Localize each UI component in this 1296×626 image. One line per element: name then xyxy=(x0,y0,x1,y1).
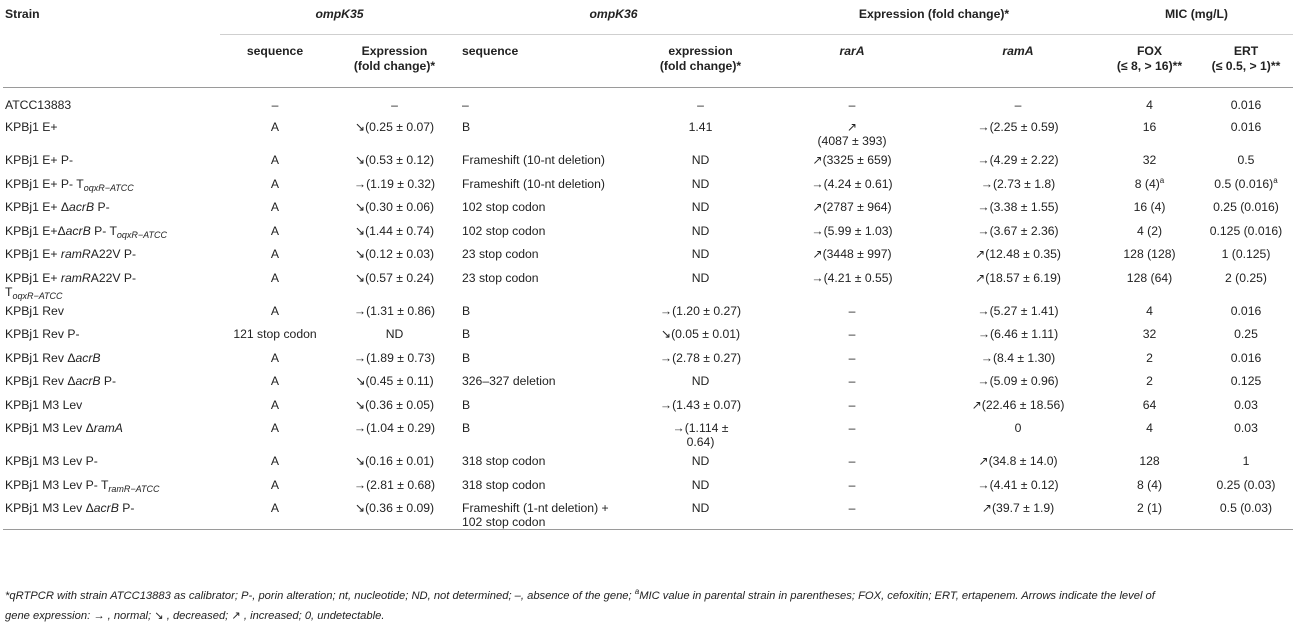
cell-fox: 2 xyxy=(1146,374,1153,388)
cell-ompk36-expression: ND xyxy=(691,176,710,191)
cell-ert: 0.25 xyxy=(1234,327,1258,341)
table-row xyxy=(3,219,1293,243)
cell-rama: ↗(22.46 ± 18.56) xyxy=(971,397,1065,412)
cell-ert: 0.25 (0.016) xyxy=(1213,200,1279,214)
cell-ert: 0.125 (0.016) xyxy=(1209,223,1283,238)
cell-ompk36-sequence: B xyxy=(462,120,471,134)
cell-ompk35-expression: ↘(0.12 ± 0.03) xyxy=(354,247,435,261)
cell-ert: 0.016 xyxy=(1230,350,1262,365)
cell-ompk36-expression: ↘(0.05 ± 0.01) xyxy=(660,327,741,341)
results-table xyxy=(3,0,1293,530)
table-row xyxy=(3,496,1293,530)
cell-ompk35-expression: ↘(0.25 ± 0.07) xyxy=(354,120,435,134)
cell-ompk36-sequence: B xyxy=(462,421,471,435)
cell-ompk36-expression: ND xyxy=(691,223,710,238)
cell-ompk35-sequence: A xyxy=(270,120,280,134)
cell-strain: KPBj1 E+ xyxy=(5,120,58,134)
cell-rama: →(6.46 ± 1.11) xyxy=(977,327,1059,341)
cell-ompk35-expression: ↘(0.36 ± 0.05) xyxy=(354,397,435,412)
cell-ompk35-sequence: A xyxy=(270,477,280,492)
cell-strain: KPBj1 E+ ramRA22V P- $T_{oqxR-ATCC}$ xyxy=(5,270,137,301)
cell-strain: KPBj1 M3 Lev ΔacrB P- xyxy=(3,496,220,530)
cell-rara: – xyxy=(848,454,856,468)
cell-rama: →(5.09 ± 0.96) xyxy=(977,374,1059,388)
cell-ompk36-expression: ND xyxy=(691,247,710,261)
header-fox: FOX (≤ 8, > 16)** xyxy=(1100,34,1199,87)
cell-rara: – xyxy=(848,303,856,318)
cell-rara: ↗ (4087 ± 393) xyxy=(817,120,887,148)
cell-strain: KPBj1 M3 Lev xyxy=(5,397,83,412)
cell-ompk35-expression: →(1.19 ± 0.32) xyxy=(353,176,436,191)
cell-fox: 4 xyxy=(1146,97,1153,112)
cell-ompk36-expression: 1.41 xyxy=(688,120,713,134)
cell-ompk36-expression: →(1.20 ± 0.27) xyxy=(659,303,742,318)
header-strain: Strain xyxy=(3,0,220,87)
cell-ompk35-sequence: A xyxy=(270,247,280,261)
cell-ompk36-sequence: 318 stop codon xyxy=(462,454,546,468)
cell-fox: 32 xyxy=(1142,327,1157,341)
table-row xyxy=(3,87,1293,115)
cell-fox: 2 xyxy=(1146,350,1153,365)
cell-ompk36-sequence: B xyxy=(462,350,471,365)
cell-rama: →(3.38 ± 1.55) xyxy=(977,200,1059,214)
cell-ert: 0.125 xyxy=(1230,374,1262,388)
cell-strain: KPBj1 Rev P- xyxy=(5,327,80,341)
cell-ompk36-sequence: 23 stop codon xyxy=(462,247,539,261)
cell-ompk36-sequence: 318 stop codon xyxy=(462,477,546,492)
cell-ompk36-expression: ND xyxy=(691,454,710,468)
cell-rama: ↗(18.57 ± 6.19) xyxy=(974,270,1061,285)
cell-rara: – xyxy=(848,477,856,492)
table-row xyxy=(3,299,1293,323)
cell-ert: 0.25 (0.03) xyxy=(1216,477,1276,492)
cell-ompk35-sequence: A xyxy=(270,270,280,285)
cell-rara: – xyxy=(848,421,856,435)
cell-ert: 0.016 xyxy=(1230,97,1262,112)
table-row xyxy=(3,115,1293,148)
cell-ompk35-sequence: A xyxy=(270,176,280,191)
table-body xyxy=(3,87,1293,530)
cell-ompk35-expression: ↘(0.16 ± 0.01) xyxy=(354,454,435,468)
table-row xyxy=(3,449,1293,473)
cell-ompk35-expression: →(1.04 ± 0.29) xyxy=(353,421,436,435)
cell-ert: 0.016 xyxy=(1230,303,1262,318)
cell-ert: 0.5 $(0.016)^a$ xyxy=(1214,175,1278,191)
table-row xyxy=(3,266,1293,299)
cell-ompk35-expression: ↘(0.36 ± 0.09) xyxy=(330,496,459,530)
cell-ompk35-sequence: A xyxy=(270,153,280,167)
cell-fox: 4 (2) xyxy=(1136,223,1163,238)
cell-rama: ↗(12.48 ± 0.35) xyxy=(974,247,1061,261)
cell-rama: ↗(39.7 ± 1.9) xyxy=(936,496,1100,530)
cell-rama: →(8.4 ± 1.30) xyxy=(980,350,1056,365)
cell-ert: 1 xyxy=(1242,454,1250,468)
cell-ompk36-expression: →(1.114 ± 0.64) xyxy=(672,421,729,449)
cell-rara: – xyxy=(848,374,856,388)
cell-ompk36-sequence: 102 stop codon xyxy=(462,200,546,214)
cell-ompk36-sequence: B xyxy=(462,327,471,341)
cell-rara: – xyxy=(848,397,856,412)
cell-rara: ↗(2787 ± 964) xyxy=(812,200,892,214)
cell-ompk36-sequence: 326–327 deletion xyxy=(462,374,556,388)
cell-rama: →(3.67 ± 2.36) xyxy=(977,223,1059,238)
cell-strain: KPBj1 Rev ΔacrB xyxy=(5,350,101,365)
cell-rara: →(4.24 ± 0.61) xyxy=(811,176,893,191)
header-ert: ERT (≤ 0.5, > 1)** xyxy=(1199,34,1293,87)
cell-fox: 16 (4) xyxy=(1133,200,1166,214)
cell-fox: 128 xyxy=(1139,454,1160,468)
cell-strain: ATCC13883 xyxy=(5,97,72,112)
cell-rama: →(2.25 ± 0.59) xyxy=(977,120,1059,134)
cell-ompk35-expression: ↘(0.57 ± 0.24) xyxy=(354,270,435,285)
cell-fox: 32 xyxy=(1142,153,1157,167)
cell-fox: 4 xyxy=(1146,421,1153,435)
cell-fox: 2 (1) xyxy=(1100,496,1199,530)
cell-fox: 8 $(4)^a$ xyxy=(1134,175,1165,191)
cell-rara: – xyxy=(768,496,936,530)
footnote: *qRTPCR with strain ATCC13883 as calibrator; P-, porin alteration; nt, nucleotide; ND, not determined; –, absence of the gene; $^a$MIC value in parental strain in parentheses; FOX, cefoxitin; ERT, ertapenem. Arrows indicate the level of gene expression: → , normal; ↘ , decreased; ↗ , increased; 0, undetectable. xyxy=(5,587,1155,622)
cell-rara: ↗(3448 ± 997) xyxy=(812,247,892,261)
cell-ompk35-sequence: A xyxy=(270,223,280,238)
cell-rama: →(4.29 ± 2.22) xyxy=(977,153,1059,167)
cell-ompk36-sequence: B xyxy=(462,397,471,412)
cell-rama: →(2.73 ± 1.8) xyxy=(980,176,1056,191)
cell-ompk36-sequence: – xyxy=(462,97,469,112)
cell-rama: →(5.27 ± 1.41) xyxy=(977,303,1059,318)
cell-fox: 128 (128) xyxy=(1123,247,1176,261)
cell-ompk35-expression: ↘(0.45 ± 0.11) xyxy=(355,374,434,388)
cell-rara: – xyxy=(848,350,856,365)
table-row xyxy=(3,172,1293,196)
header-ompk36-expression: expression (fold change)* xyxy=(633,34,768,87)
cell-ompk35-sequence: A xyxy=(270,421,280,435)
cell-ompk35-sequence: A xyxy=(270,200,280,214)
table-row xyxy=(3,416,1293,449)
cell-ompk36-sequence: Frameshift (10-nt deletion) xyxy=(462,153,605,167)
cell-ompk36-expression: →(2.78 ± 0.27) xyxy=(659,350,742,365)
cell-ompk36-expression: ND xyxy=(691,153,710,167)
cell-ompk36-sequence: 23 stop codon xyxy=(462,270,539,285)
cell-ompk35-expression: →(1.89 ± 0.73) xyxy=(353,350,436,365)
table-row xyxy=(3,473,1293,497)
cell-ert: 0.016 xyxy=(1230,120,1262,134)
cell-strain: KPBj1 E+ΔacrB P- $T_{oqxR-ATCC}$ xyxy=(5,223,168,240)
cell-ompk36-expression: ND xyxy=(691,374,710,388)
cell-rama: ↗(34.8 ± 14.0) xyxy=(978,454,1058,468)
cell-ert: 1 (0.125) xyxy=(1221,247,1271,261)
header-ompk36-sequence: sequence xyxy=(459,34,633,87)
cell-fox: 4 xyxy=(1146,303,1153,318)
cell-strain: KPBj1 M3 Lev ΔramA xyxy=(5,421,123,435)
cell-strain: KPBj1 M3 Lev P- xyxy=(5,454,98,468)
header-ompk35-expression: Expression (fold change)* xyxy=(330,34,459,87)
cell-ert: 0.03 xyxy=(1234,421,1258,435)
cell-ompk36-expression: – xyxy=(697,97,704,112)
cell-rama: – xyxy=(1014,97,1022,112)
cell-ompk35-expression: ↘(0.30 ± 0.06) xyxy=(354,200,435,214)
cell-ompk36-sequence: Frameshift (10-nt deletion) xyxy=(462,176,605,191)
cell-rara: ↗(3325 ± 659) xyxy=(812,153,892,167)
cell-ompk36-expression: ND xyxy=(691,200,710,214)
cell-rama: →(4.41 ± 0.12) xyxy=(977,477,1059,492)
cell-ompk35-expression: ND xyxy=(385,327,404,341)
cell-ompk36-expression: ND xyxy=(691,477,710,492)
cell-ert: 0.03 xyxy=(1234,397,1258,412)
cell-strain: KPBj1 E+ P- xyxy=(5,153,74,167)
cell-fox: 128 (64) xyxy=(1126,270,1173,285)
cell-strain: KPBj1 Rev xyxy=(5,303,64,318)
table-row xyxy=(3,148,1293,172)
cell-strain: KPBj1 E+ P- $T_{oqxR-ATCC}$ xyxy=(5,176,134,193)
cell-ompk36-expression: →(1.43 ± 0.07) xyxy=(659,397,742,412)
cell-strain: KPBj1 E+ ramRA22V P- xyxy=(5,247,137,261)
table-row xyxy=(3,242,1293,266)
cell-rara: →(4.21 ± 0.55) xyxy=(811,270,893,285)
cell-ompk35-sequence: A xyxy=(270,454,280,468)
cell-ompk35-expression: →(1.31 ± 0.86) xyxy=(353,303,436,318)
table-row xyxy=(3,393,1293,417)
cell-strain: KPBj1 E+ ΔacrB P- xyxy=(5,200,110,214)
cell-rama: 0 xyxy=(1014,421,1022,435)
cell-ompk35-expression: ↘(1.44 ± 0.74) xyxy=(354,223,435,238)
cell-ompk35-expression: →(2.81 ± 0.68) xyxy=(353,477,436,492)
cell-ompk36-sequence: Frameshift (1-nt deletion) + 102 stop codon xyxy=(459,496,633,530)
cell-rara: →(5.99 ± 1.03) xyxy=(811,223,893,238)
cell-fox: 64 xyxy=(1142,397,1157,412)
cell-ompk35-sequence: A xyxy=(270,303,280,318)
cell-strain: KPBj1 Rev ΔacrB P- xyxy=(5,374,117,388)
header-ompk36: ompK36 xyxy=(459,0,768,34)
cell-rara: – xyxy=(848,97,856,112)
cell-fox: 8 (4) xyxy=(1136,477,1163,492)
header-ompk35-sequence: sequence xyxy=(220,34,330,87)
cell-ompk35-sequence: A xyxy=(270,397,280,412)
cell-ompk35-expression: ↘(0.53 ± 0.12) xyxy=(354,153,435,167)
header-expression: Expression (fold change)* xyxy=(768,0,1100,34)
header-ompk35: ompK35 xyxy=(220,0,459,34)
cell-ompk35-sequence: A xyxy=(270,374,280,388)
cell-ompk35-sequence: – xyxy=(271,97,279,112)
header-row-groups xyxy=(3,0,1293,34)
cell-ompk35-expression: – xyxy=(391,97,398,112)
cell-ompk35-sequence: A xyxy=(220,496,330,530)
table-row xyxy=(3,322,1293,346)
table-row xyxy=(3,346,1293,370)
header-mic: MIC (mg/L) xyxy=(1100,0,1293,34)
cell-ompk36-expression: ND xyxy=(633,496,768,530)
cell-ert: 0.5 xyxy=(1237,153,1255,167)
cell-ompk36-expression: ND xyxy=(691,270,710,285)
cell-ompk35-sequence: A xyxy=(270,350,280,365)
cell-ompk35-sequence: 121 stop codon xyxy=(233,327,317,341)
header-rama: ramA xyxy=(936,34,1100,87)
cell-ert: 2 (0.25) xyxy=(1224,270,1267,285)
cell-rara: – xyxy=(848,327,856,341)
cell-ert: 0.5 (0.03) xyxy=(1199,496,1293,530)
cell-fox: 16 xyxy=(1142,120,1157,134)
cell-strain: KPBj1 M3 Lev P- $T_{ramR-ATCC}$ xyxy=(5,477,160,494)
cell-ompk36-sequence: B xyxy=(462,303,471,318)
cell-ompk36-sequence: 102 stop codon xyxy=(462,223,546,238)
header-rara: rarA xyxy=(768,34,936,87)
table-row xyxy=(3,369,1293,393)
table-row xyxy=(3,195,1293,219)
